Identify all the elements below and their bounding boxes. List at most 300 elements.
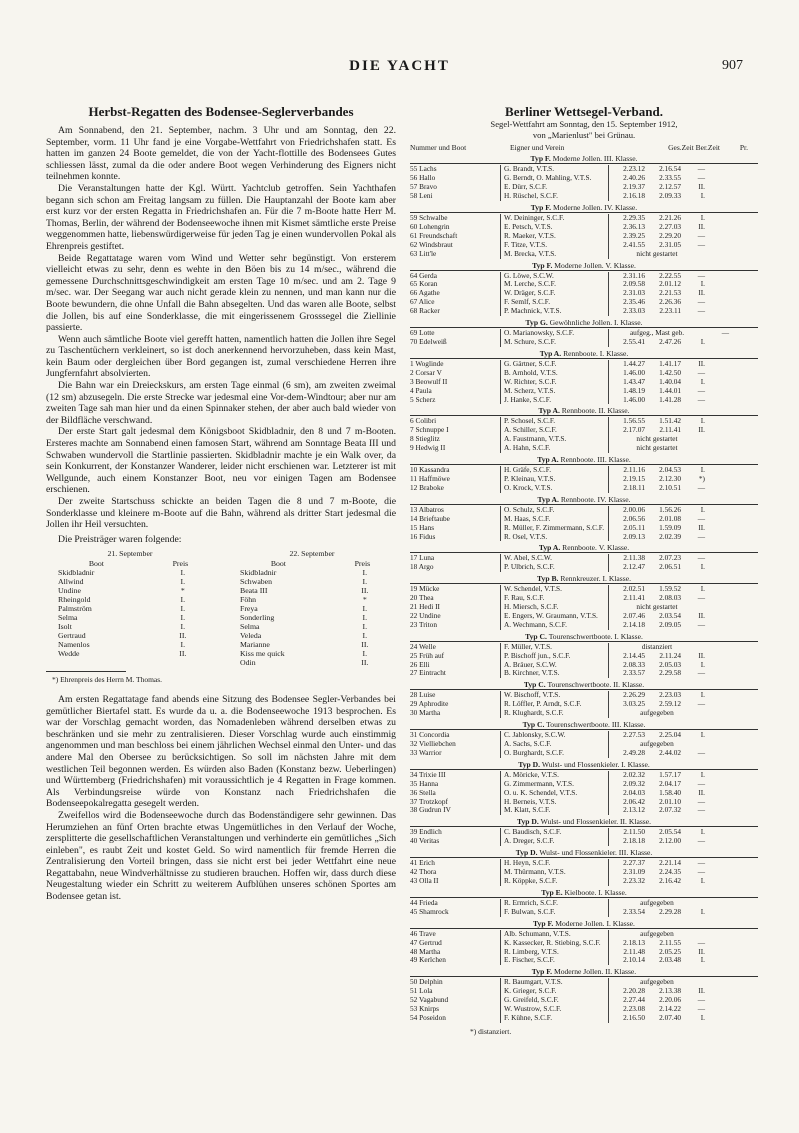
- article-title: Herbst-Regatten des Bodensee-Seglerverbandes: [88, 104, 354, 119]
- boat-name: 26 Elli: [410, 660, 430, 669]
- prize: —: [697, 858, 705, 868]
- owner-club: A. Faustmann, V.T.S.: [500, 435, 608, 444]
- corrected-time: 2.01.10: [659, 796, 681, 806]
- result-row: [410, 223, 758, 232]
- result-row: [410, 174, 758, 183]
- class-header: [410, 318, 758, 328]
- boat-name: 10 Kassandra: [410, 466, 450, 475]
- results-class: [410, 760, 758, 816]
- class-type: Typ D.: [518, 759, 541, 769]
- paragraph: Der erste Start galt jedesmal dem Königsboot Skidbladnir, den 8 und 7 m-Booten. Ersteres machte am Sonnabend einen famosen Start, während am Sonntage Beata III und Schwaben wundervoll die Startlinie passierten. Skidbladnir machte je ein Walk over, da sein Konkurrent, der Konstanzer Wanderer, leider nicht erschienen war. Letzterer ist mit Wellgunde, auch einem Konstanzer Boot, neu vor einigen Tagen am Bodensee erschienen.: [46, 426, 396, 496]
- footnote-divider: [46, 671, 126, 672]
- result-row: [410, 939, 758, 948]
- boat-name: 7 Schnuppe I: [410, 426, 449, 435]
- result-row: [410, 780, 758, 789]
- prize: [705, 603, 729, 612]
- results-class: [410, 349, 758, 405]
- class-type: Typ C.: [525, 631, 547, 641]
- class-label: Moderne Jollen. I. Klasse.: [555, 918, 635, 928]
- winners-row: [46, 568, 214, 577]
- total-time: 2.18.18: [608, 837, 645, 846]
- total-time: 2.41.55: [608, 241, 645, 250]
- prize: I.: [700, 730, 705, 740]
- prize: II.: [698, 610, 705, 620]
- result-row: [410, 484, 758, 493]
- results-class: [410, 848, 758, 886]
- winners-row: [228, 649, 396, 658]
- boat-name: 64 Gerda: [410, 271, 437, 280]
- total-time: 1.46.00: [608, 396, 645, 405]
- winner-prize: I.: [180, 613, 186, 623]
- winner-prize: II.: [179, 631, 187, 641]
- prize: —: [697, 805, 705, 815]
- class-label: Tourenschwertboote. I. Klasse.: [548, 631, 643, 641]
- boat-name: 58 Leni: [410, 192, 433, 201]
- total-time: 1.43.47: [608, 378, 645, 387]
- owner-club: F. Kühne, S.C.F.: [500, 1014, 608, 1023]
- boat-name: 35 Hanna: [410, 779, 439, 788]
- boat-name: 22 Undine: [410, 611, 441, 620]
- prize: I.: [700, 191, 705, 201]
- owner-club: P. Ulbrich, S.C.F.: [500, 563, 608, 572]
- boat-name: 1 Woglinde: [410, 359, 444, 368]
- winner-boat: Veleda: [240, 631, 262, 641]
- owner-club: M. Brecka, V.T.S.: [500, 250, 608, 259]
- boat-name: 18 Argo: [410, 563, 434, 572]
- prize: I.: [700, 906, 705, 916]
- paragraph: Am Sonnabend, den 21. September, nachm. 3 Uhr und am Sonntag, den 22. September, vorm. 11 Uhr fand je eine Vorgabe-Wettfahrt von Friedrichshafen statt. Es hatten im ganzen 24 Boote gemeldet, die von der Yacht-flottille des Bodensees Gutes schliessen lässt, zumal da die oder andere Boot wegen Verhinderung des Eigners nicht teilnehmen konnte.: [46, 125, 396, 183]
- corrected-time: 2.14.22: [659, 1004, 681, 1014]
- results-class: [410, 888, 758, 917]
- class-type: Typ G.: [525, 318, 548, 328]
- winner-prize: I.: [180, 604, 186, 614]
- corrected-time: 1.41.17: [659, 358, 681, 368]
- owner-club: F. Semlf, S.C.F.: [500, 298, 608, 307]
- prize: I.: [700, 955, 705, 965]
- owner-club: G. Löwe, S.C.W.: [500, 272, 608, 281]
- winners-row: [46, 649, 214, 658]
- prize: I.: [700, 875, 705, 885]
- owner-club: A. Hahn, S.C.F.: [500, 444, 608, 453]
- total-time: 2.17.07: [608, 426, 645, 435]
- corrected-time: 1.44.01: [659, 385, 681, 395]
- owner-club: O. Schulz, S.C.F.: [500, 506, 608, 515]
- class-type: Typ F.: [533, 918, 554, 928]
- winners-row: [46, 640, 214, 649]
- result-row: [410, 700, 758, 709]
- owner-club: A. Möricke, V.T.S.: [500, 771, 608, 780]
- winner-prize: I.: [362, 631, 368, 641]
- corrected-time: 1.57.17: [659, 769, 681, 779]
- result-row: [410, 899, 758, 908]
- winners-row: [228, 613, 396, 622]
- result-row: [410, 603, 758, 612]
- prize: II.: [698, 182, 705, 192]
- owner-club: C. Baudisch, S.C.F.: [500, 828, 608, 837]
- results-class: [410, 817, 758, 846]
- owner-club: R. Limberg, V.T.S.: [500, 948, 608, 957]
- total-time: 2.11.38: [608, 554, 645, 563]
- class-type: Typ C.: [523, 680, 546, 690]
- total-time: 2.19.37: [608, 183, 645, 192]
- corrected-time: 1.51.42: [659, 416, 681, 426]
- corrected-time: 2.16.42: [659, 875, 681, 885]
- winners-table: [46, 549, 214, 667]
- results-class: [410, 154, 758, 201]
- winner-prize: I.: [180, 622, 186, 632]
- prize: —: [697, 306, 705, 316]
- boat-name: 31 Concordia: [410, 731, 450, 740]
- result-row: [410, 1014, 758, 1023]
- prize: —: [697, 482, 705, 492]
- corrected-time: 1.42.50: [659, 367, 681, 377]
- corrected-time: 2.11.55: [659, 937, 681, 947]
- right-column: [410, 104, 758, 1036]
- result-row: [410, 183, 758, 192]
- winner-boat: Selma: [240, 622, 260, 632]
- article-body: [46, 125, 396, 531]
- boat-name: 4 Paula: [410, 386, 432, 395]
- result-row: [410, 289, 758, 298]
- owner-club: A. Wechmann, S.C.F.: [500, 621, 608, 630]
- result-row: [410, 643, 758, 652]
- winners-row: [228, 631, 396, 640]
- prize: —: [697, 1004, 705, 1014]
- winner-boat: Schwaben: [240, 577, 273, 587]
- col-head-prize: Pr.: [739, 143, 748, 152]
- result-row: [410, 272, 758, 281]
- owner-club: M. Lerche, S.C.F.: [500, 280, 608, 289]
- total-time: 2.10.14: [608, 956, 645, 965]
- winners-date: 21. September: [107, 549, 153, 559]
- winners-row: [228, 586, 396, 595]
- total-time: 2.31.03: [608, 289, 645, 298]
- result-row: [410, 444, 758, 453]
- boat-name: 62 Windsbraut: [410, 240, 453, 249]
- result-row: [410, 908, 758, 917]
- corrected-time: 2.11.41: [659, 425, 681, 435]
- corrected-time: 2.09.05: [659, 619, 681, 629]
- result-status: nicht gestartet: [608, 250, 705, 259]
- winner-boat: Selma: [58, 613, 78, 623]
- winners-row: [228, 568, 396, 577]
- class-header: [410, 848, 758, 858]
- winner-boat: Föhn: [240, 595, 257, 605]
- boat-name: 42 Thora: [410, 868, 437, 877]
- paragraph: Die Bahn war ein Dreieckskurs, am ersten Tage einmal (6 sm), am zweiten zweimal (12 sm) abzusegeln. Die erste Strecke war jedesmal eine Vor-dem-Windtour; aber nur am zweiten Tage sah man hier und da einen Spinnaker stehen, der aber auch bald wieder von der Bildfläche verschwand.: [46, 380, 396, 426]
- boat-name: 70 Edelweiß: [410, 338, 447, 346]
- boat-name: 47 Gertrud: [410, 938, 442, 947]
- prize: I.: [700, 337, 705, 346]
- prize: —: [697, 270, 705, 280]
- corrected-time: 2.16.54: [659, 164, 681, 174]
- result-row: [410, 554, 758, 563]
- result-row: [410, 563, 758, 572]
- corrected-time: 2.44.02: [659, 747, 681, 757]
- total-time: 2.06.56: [608, 515, 645, 524]
- owner-club: H. Miersch, S.C.F.: [500, 603, 608, 612]
- boat-name: 36 Stella: [410, 788, 436, 797]
- total-time: 2.13.12: [608, 806, 645, 815]
- boat-name: 65 Koran: [410, 280, 438, 289]
- corrected-time: 2.21.26: [659, 213, 681, 223]
- result-row: [410, 506, 758, 515]
- owner-club: R. Köppke, S.C.F.: [500, 877, 608, 886]
- corrected-time: 2.03.54: [659, 610, 681, 620]
- prize: —: [697, 593, 705, 603]
- class-label: Rennboote. IV. Klasse.: [560, 494, 631, 504]
- result-row: [410, 515, 758, 524]
- boat-name: 57 Bravo: [410, 183, 437, 192]
- boat-name: 55 Lachs: [410, 165, 437, 174]
- total-time: 1.44.27: [608, 360, 645, 369]
- class-label: Tourenschwertboote. III. Klasse.: [546, 720, 646, 730]
- boat-name: 63 Litt'le: [410, 249, 437, 258]
- class-type: Typ F.: [531, 967, 553, 977]
- owner-club: G. Brandt, V.T.S.: [500, 165, 608, 174]
- corrected-time: 2.24.35: [659, 867, 681, 877]
- result-row: [410, 868, 758, 877]
- corrected-time: 1.58.40: [659, 787, 681, 797]
- results-class: [410, 967, 758, 1023]
- class-label: Moderne Jollen. III. Klasse.: [552, 154, 638, 164]
- paragraph: Der zweite Startschuss schickte an beiden Tagen die 8 und 7 m-Boote, die Sonderklasse und kleinere m-Boote auf die Bahn, während als dritter Start jedesmal die Jollen ihr Heil versuchten.: [46, 496, 396, 531]
- prize: II.: [698, 288, 705, 298]
- result-status: aufgegeben: [608, 740, 705, 749]
- class-type: Typ A.: [539, 348, 562, 358]
- boat-name: 28 Luise: [410, 691, 436, 700]
- owner-club: P. Schosel, S.C.F.: [500, 417, 608, 426]
- owner-club: W. Dräger, S.C.F.: [500, 289, 608, 298]
- result-row: [410, 859, 758, 868]
- winners-table: [228, 549, 396, 667]
- owner-club: A. Sachs, S.C.F.: [500, 740, 608, 749]
- total-time: 2.04.03: [608, 789, 645, 798]
- result-status: nicht gestartet: [608, 435, 705, 444]
- prize: —: [697, 937, 705, 947]
- result-row: [410, 475, 758, 484]
- corrected-time: 2.29.28: [659, 906, 681, 916]
- corrected-time: 1.56.26: [659, 504, 681, 514]
- boat-name: 41 Erich: [410, 859, 435, 868]
- prize: [705, 643, 729, 652]
- boat-name: 67 Alice: [410, 298, 435, 307]
- class-type: Typ D.: [515, 848, 538, 858]
- owner-club: E. Petsch, V.T.S.: [500, 223, 608, 232]
- boat-name: 11 Haffmöwe: [410, 474, 450, 483]
- page-header: [0, 58, 799, 78]
- corrected-time: 2.12.57: [659, 182, 681, 192]
- prize: II.: [698, 946, 705, 956]
- winner-boat: Marianne: [240, 640, 270, 650]
- boat-name: 14 Brieftaube: [410, 514, 450, 523]
- corrected-time: 2.22.55: [659, 270, 681, 280]
- prize: I.: [700, 213, 705, 223]
- winner-prize: I.: [362, 649, 368, 659]
- corrected-time: 2.01.08: [659, 513, 681, 523]
- prize: I.: [700, 279, 705, 289]
- result-row: [410, 996, 758, 1005]
- winners-row: [46, 631, 214, 640]
- winners-row: [46, 586, 214, 595]
- class-header: [410, 154, 758, 164]
- owner-club: M. Klatt, S.C.F.: [500, 806, 608, 815]
- winner-prize: I.: [362, 622, 368, 632]
- prize: —: [697, 385, 705, 395]
- boat-name: 68 Racker: [410, 307, 440, 316]
- corrected-time: 2.02.39: [659, 531, 681, 541]
- prize: *): [698, 473, 705, 483]
- result-row: [410, 594, 758, 603]
- class-label: Wulst- und Flossenkieler. III. Klasse.: [539, 848, 653, 858]
- owner-club: F. Titze, V.T.S.: [500, 241, 608, 250]
- total-time: 2.12.47: [608, 563, 645, 572]
- winner-boat: Wedde: [58, 649, 80, 659]
- result-row: [410, 192, 758, 201]
- paragraph: Wenn auch sämtliche Boote viel gerefft hatten, namentlich hatten die Jollen ihre Segel zu Taschentüchern verkleinert, so ist doch anerkennend hervorzuheben, dass kein Mast, kein Baum oder dergleichen über Bord gegangen ist, zumal verschiedene Herren ihre Jungfernfahrt absolvierten.: [46, 333, 396, 380]
- class-header: [410, 817, 758, 827]
- winner-boat: Rheingold: [58, 595, 91, 605]
- corrected-time: 2.09.33: [659, 191, 681, 201]
- owner-club: O. u. K. Schendel, V.T.S.: [500, 789, 608, 798]
- winner-boat: Namenlos: [58, 640, 90, 650]
- total-time: 2.33.54: [608, 908, 645, 917]
- boat-name: 46 Trave: [410, 929, 436, 938]
- result-row: [410, 661, 758, 670]
- result-row: [410, 621, 758, 630]
- owner-club: H. Heyn, S.C.F.: [500, 859, 608, 868]
- result-row: [410, 585, 758, 594]
- owner-club: R. Ermrich, S.C.F.: [500, 899, 608, 908]
- results-class: [410, 919, 758, 966]
- owner-club: O. Burghardt, S.C.F.: [500, 749, 608, 758]
- class-header: [410, 495, 758, 505]
- owner-club: R. Baumgart, V.T.S.: [500, 978, 608, 987]
- total-time: 2.23.08: [608, 1005, 645, 1014]
- result-row: [410, 828, 758, 837]
- total-time: 2.06.42: [608, 798, 645, 807]
- winner-boat: Skidbladnir: [58, 568, 95, 578]
- result-row: [410, 250, 758, 259]
- class-label: Rennboote. II. Klasse.: [561, 406, 630, 416]
- result-row: [410, 426, 758, 435]
- winners-intro: Die Preisträger waren folgende:: [58, 533, 182, 545]
- owner-club: F. Rau, S.C.F.: [500, 594, 608, 603]
- results-title: Berliner Wettsegel-Verband.: [505, 104, 663, 119]
- corrected-time: 2.23.11: [659, 306, 681, 316]
- winner-prize: II.: [361, 658, 369, 668]
- owner-club: G. Greifeld, S.C.F.: [500, 996, 608, 1005]
- boat-name: 8 Stieglitz: [410, 435, 440, 444]
- owner-club: B. Arnhold, V.T.S.: [500, 369, 608, 378]
- prize: [705, 740, 729, 749]
- boat-name: 43 Olla II: [410, 876, 439, 885]
- result-row: [410, 948, 758, 957]
- results-class: [410, 261, 758, 317]
- class-label: Rennboote. V. Klasse.: [562, 543, 630, 553]
- page-number: 907: [722, 58, 743, 73]
- boat-name: 9 Hedwig II: [410, 444, 446, 453]
- corrected-time: 2.27.03: [659, 221, 681, 231]
- winners-row: [46, 613, 214, 622]
- winner-prize: I.: [362, 577, 368, 587]
- boat-name: 69 Lotte: [410, 329, 435, 338]
- result-row: [410, 669, 758, 678]
- prize: [705, 899, 729, 908]
- prize: —: [697, 995, 705, 1005]
- winners-row: [228, 604, 396, 613]
- result-row: [410, 329, 758, 338]
- total-time: 2.02.51: [608, 585, 645, 594]
- class-label: Moderne Jollen. II. Klasse.: [553, 967, 637, 977]
- class-header: [410, 261, 758, 271]
- corrected-time: 2.47.26: [659, 337, 681, 346]
- corrected-time: 2.29.58: [659, 668, 681, 678]
- result-status: aufgegeben: [608, 978, 705, 987]
- boat-name: 3 Beowulf II: [410, 377, 448, 386]
- prize: —: [697, 367, 705, 377]
- winners-header-row: [228, 559, 396, 568]
- boat-name: 2 Corsar V: [410, 368, 442, 377]
- boat-name: 56 Hallo: [410, 174, 436, 183]
- owner-club: P. Machnick, V.T.S.: [500, 307, 608, 316]
- result-row: [410, 987, 758, 996]
- winners-header-row: [46, 559, 214, 568]
- total-time: 1.48.19: [608, 387, 645, 396]
- total-time: 1.56.55: [608, 417, 645, 426]
- results-class: [410, 720, 758, 758]
- class-label: Rennkreuzer. I. Klasse.: [560, 574, 631, 584]
- class-header: [410, 349, 758, 359]
- prize: I.: [700, 769, 705, 779]
- total-time: 2.27.53: [608, 731, 645, 740]
- winner-prize: II.: [179, 649, 187, 659]
- class-header: [410, 203, 758, 213]
- class-label: Rennboote. I. Klasse.: [563, 348, 629, 358]
- winners-row: [228, 595, 396, 604]
- results-class: [410, 632, 758, 679]
- corrected-time: 2.04.17: [659, 778, 681, 788]
- owner-club: A. Schiller, S.C.F.: [500, 426, 608, 435]
- prize: —: [697, 173, 705, 183]
- owner-club: E. Engers, W. Graumann, V.T.S.: [500, 612, 608, 621]
- paragraph: Zweifellos wird die Bodenseewoche durch das Bodenständigere sehr gewinnen. Das Herumziehen an fünf Orten brachte etwas Ungemütliches in den Verlauf der Woche, zersplitterte die gesellschaftlichen Veranstaltungen und verhinderte ein gemütliches „Sich einleben", es raubt Zeit und kostet Geld. So wird namentlich für fremde Herren die Zentralisierung den Vorteil bringen, dass sie nicht erst bei jeder Wettfahrt eine neue Regattabahn, neue Windverhältnisse zu studieren brauchen. Hoffen wir, dass durch diese Neugestaltung wieder ein Schritt zu weiterem Aufblühen unseres schönen Sportes am Bodensee getan ist.: [46, 809, 396, 903]
- result-row: [410, 930, 758, 939]
- boat-name: 23 Triton: [410, 620, 437, 629]
- boat-name: 25 Früh auf: [410, 651, 445, 660]
- result-row: [410, 417, 758, 426]
- total-time: 2.55.41: [608, 338, 645, 347]
- total-time: 2.11.50: [608, 828, 645, 837]
- prize: II.: [698, 986, 705, 996]
- results-table: [410, 154, 758, 1022]
- result-row: [410, 435, 758, 444]
- prize: —: [697, 164, 705, 174]
- prize: II.: [698, 425, 705, 435]
- total-time: 2.27.44: [608, 996, 645, 1005]
- owner-club: W. Wustrow, S.C.F.: [500, 1005, 608, 1014]
- results-class: [410, 455, 758, 493]
- class-header: [410, 967, 758, 977]
- owner-club: G. Zimmermann, V.T.S.: [500, 780, 608, 789]
- owner-club: C. Jablonsky, S.C.W.: [500, 731, 608, 740]
- result-row: [410, 652, 758, 661]
- winners-boat-header: Boot: [88, 559, 104, 569]
- boat-name: 21 Hedi II: [410, 603, 440, 612]
- boat-name: 37 Trotzkopf: [410, 797, 448, 806]
- owner-club: K. Grieger, S.C.F.: [500, 987, 608, 996]
- owner-club: M. Haas, S.C.F.: [500, 515, 608, 524]
